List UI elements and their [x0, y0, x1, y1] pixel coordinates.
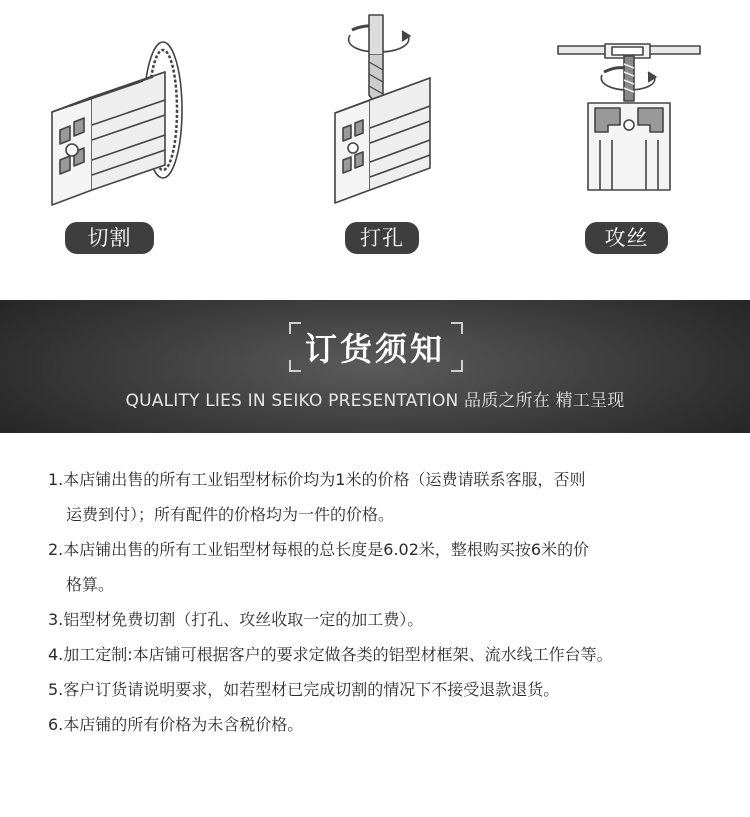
tap-wrench-icon [500, 0, 750, 220]
drill-bit-icon [250, 0, 500, 220]
note-item [48, 707, 738, 742]
saw-blade-cutting-icon [0, 0, 250, 220]
note-line: 2.本店铺出售的所有工业铝型材每根的总长度是6.02米，整根购买按6米的价 [48, 540, 590, 559]
note-line: 3.铝型材免费切割（打孔、攻丝收取一定的加工费）。 [48, 610, 424, 629]
note-line-continued: 格算。 [66, 575, 115, 594]
process-label-drilling: 打孔 [345, 222, 419, 254]
banner-title: 订货须知 [304, 330, 445, 368]
note-line: 4.加工定制:本店铺可根据客户的要求定做各类的铝型材框架、流水线工作台等。 [48, 645, 613, 664]
note-line: 6.本店铺的所有价格为未含税价格。 [48, 715, 304, 734]
note-item [48, 532, 738, 602]
process-tapping [500, 0, 750, 300]
note-item [48, 672, 738, 707]
process-label-cutting: 切割 [65, 222, 154, 254]
note-line: 5.客户订货请说明要求，如若型材已完成切割的情况下不接受退款退货。 [48, 680, 560, 699]
process-label-tapping: 攻丝 [585, 222, 668, 254]
note-item [48, 602, 738, 637]
note-item [48, 637, 738, 672]
order-notes-list [48, 462, 738, 742]
note-line: 1.本店铺出售的所有工业铝型材标价均为1米的价格（运费请联系客服，否则 [48, 470, 586, 489]
process-cutting [0, 0, 250, 300]
banner-subtitle: QUALITY LIES IN SEIKO PRESENTATION 品质之所在 精工呈现 [125, 391, 625, 411]
order-notice-banner [0, 300, 750, 433]
note-line-continued: 运费到付）；所有配件的价格均为一件的价格。 [66, 505, 395, 524]
processing-section [0, 0, 750, 300]
process-drilling [250, 0, 500, 300]
note-item [48, 462, 738, 532]
